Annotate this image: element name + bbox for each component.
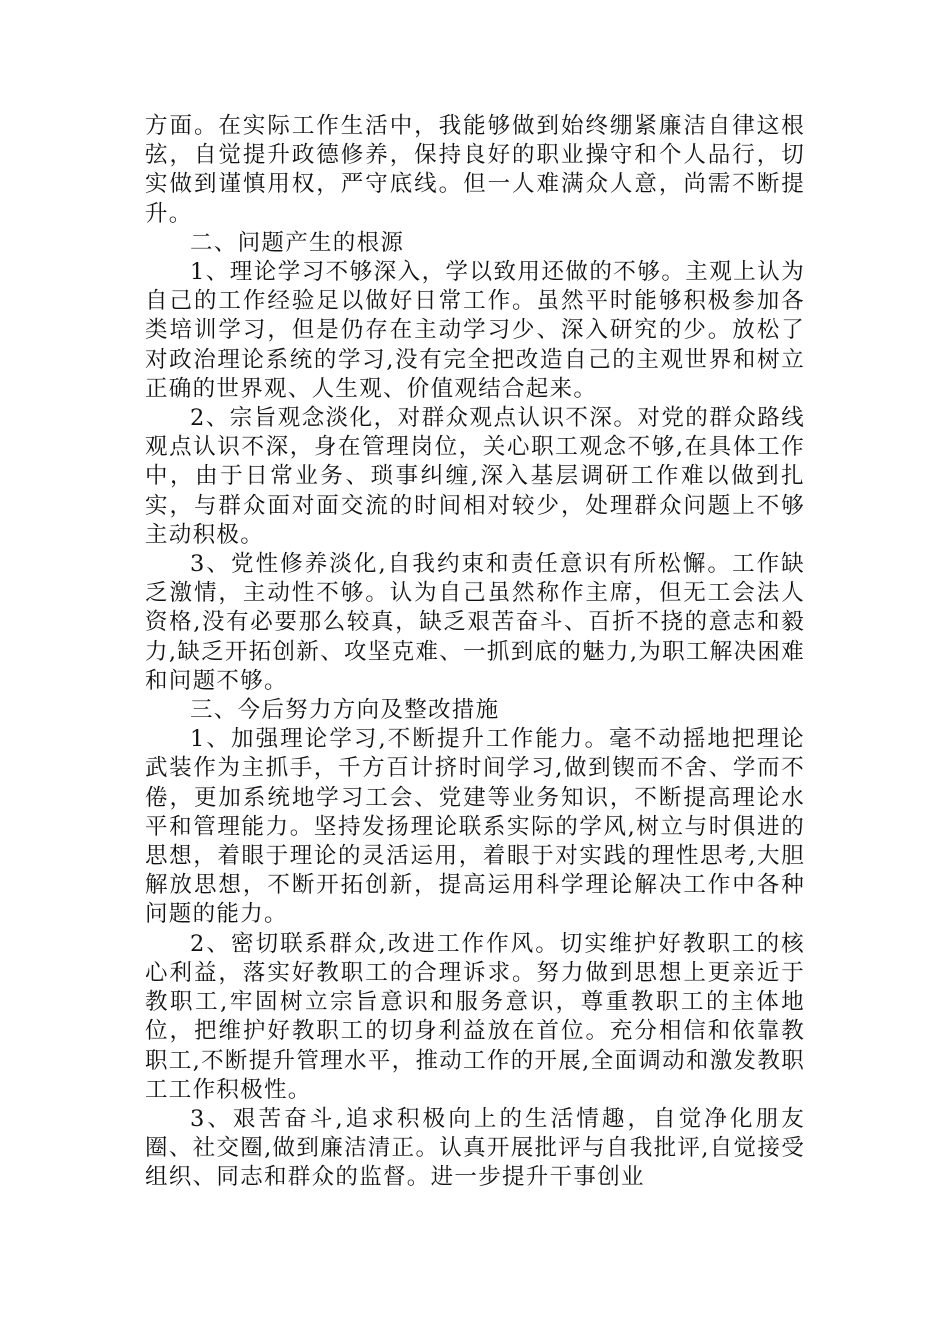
paragraph-cause-3: 3、党性修养淡化,自我约束和责任意识有所松懈。工作缺乏激情，主动性不够。认为自己虽然称作主席，但无工会法人资格,没有必要那么较真，缺乏艰苦奋斗、百折不挠的意志和毅力,缺乏开拓创新、攻坚克难、一抓到底的魅力,为职工解决困难和问题不够。 — [145, 551, 805, 694]
paragraph-measure-1: 1、加强理论学习,不断提升工作能力。毫不动摇地把理论武装作为主抓手，千方百计挤时间学习,做到锲而不舍、学而不倦，更加系统地学习工会、党建等业务知识，不断提高理论水平和管理能力。坚持发扬理论联系实际的学风,树立与时俱进的思想，着眼于理论的灵活运用，着眼于对实践的理性思考,大胆解放思想，不断开拓创新，提高运用科学理论解决工作中各种问题的能力。 — [145, 726, 805, 928]
paragraph-cause-1: 1、理论学习不够深入，学以致用还做的不够。主观上认为自己的工作经验足以做好日常工作。虽然平时能够积极参加各类培训学习，但是仍存在主动学习少、深入研究的少。放松了对政治理论系统的学习,没有完全把改造自己的主观世界和树立正确的世界观、人生观、价值观结合起来。 — [145, 259, 805, 402]
section-heading-measures: 三、今后努力方向及整改措施 — [190, 697, 500, 724]
paragraph-measure-2: 2、密切联系群众,改进工作作风。切实维护好教职工的核心利益，落实好教职工的合理诉求。努力做到思想上更亲近于教职工,牢固树立宗旨意识和服务意识，尊重教职工的主体地位，把维护好教职工的切身利益放在首位。充分相信和依靠教职工,不断提升管理水平，推动工作的开展,全面调动和激发教职工工作积极性。 — [145, 930, 805, 1103]
document-page — [145, 112, 805, 1193]
paragraph-cause-2: 2、宗旨观念淡化，对群众观点认识不深。对党的群众路线观点认识不深，身在管理岗位，关心职工观念不够,在具体工作中，由于日常业务、琐事纠缠,深入基层调研工作难以做到扎实，与群众面对面交流的时间相对较少，处理群众问题上不够主动积极。 — [145, 405, 805, 548]
paragraph-continuation: 方面。在实际工作生活中，我能够做到始终绷紧廉洁自律这根弦，自觉提升政德修养，保持良好的职业操守和个人品行，切实做到谨慎用权，严守底线。但一人难满众人意，尚需不断提升。 — [145, 113, 805, 227]
section-heading-root-causes: 二、问题产生的根源 — [190, 229, 405, 256]
paragraph-measure-3: 3、艰苦奋斗,追求积极向上的生活情趣，自觉净化朋友圈、社交圈,做到廉洁清正。认真开展批评与自我批评,自觉接受组织、同志和群众的监督。进一步提升干事创业 — [145, 1105, 805, 1191]
